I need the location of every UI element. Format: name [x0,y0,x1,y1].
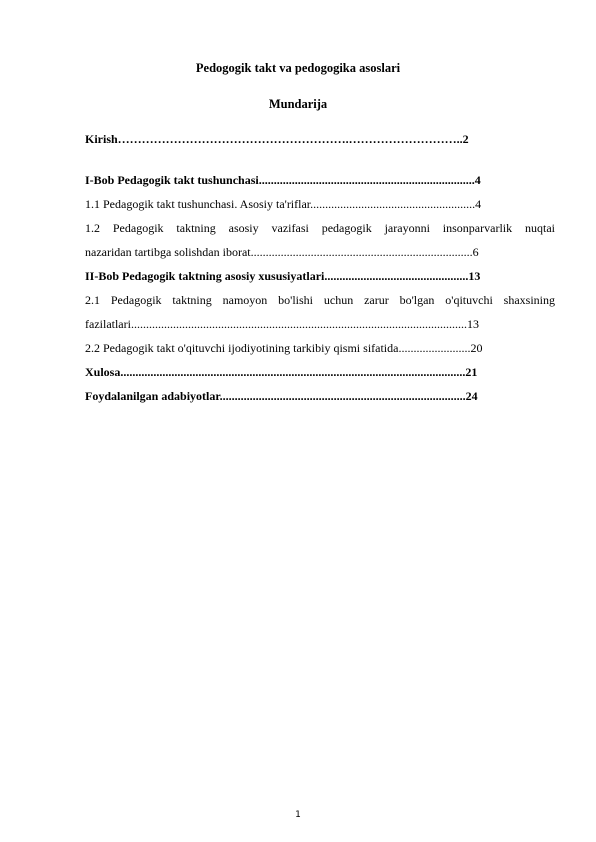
toc-entry-section-2-1-line2[interactable]: fazilatlari................................................................................................................13 [85,317,479,331]
toc-entry-section-1-2-line2[interactable]: nazaridan tartibga solishdan iborat..........................................................................6 [85,245,479,259]
toc-entry-section-2-2[interactable]: 2.2 Pedagogik takt o'qituvchi ijodiyotining tarkibiy qismi sifatida........................20 [85,341,483,355]
toc-entry-section-1-2-line1[interactable]: 1.2 Pedagogik taktning asosiy vazifasi pedagogik jarayonni insonparvarlik nuqtai [85,221,555,235]
toc-entry-kirish[interactable]: Kirish………………………………………………….………………………..2 [85,132,469,146]
document-title: Pedogogik takt va pedogogika asoslari [195,61,401,75]
toc-entry-section-1-1[interactable]: 1.1 Pedagogik takt tushunchasi. Asosiy ta'riflar.......................................................4 [85,197,482,211]
toc-entry-adabiyotlar[interactable]: Foydalanilgan adabiyotlar..................................................................................24 [85,389,478,403]
toc-entry-xulosa[interactable]: Xulosa...................................................................................................................21 [85,365,478,379]
toc-entry-chapter-2[interactable]: II-Bob Pedagogik taktning asosiy xususiyatlari................................................13 [85,269,481,283]
toc-entry-section-2-1-line1[interactable]: 2.1 Pedagogik taktning namoyon bo'lishi uchun zarur bo'lgan o'qituvchi shaxsining [85,293,555,307]
toc-heading: Mundarija [268,97,328,111]
toc-entry-chapter-1[interactable]: I-Bob Pedagogik takt tushunchasi........................................................................4 [85,173,481,187]
page-number: 1 [295,810,301,820]
